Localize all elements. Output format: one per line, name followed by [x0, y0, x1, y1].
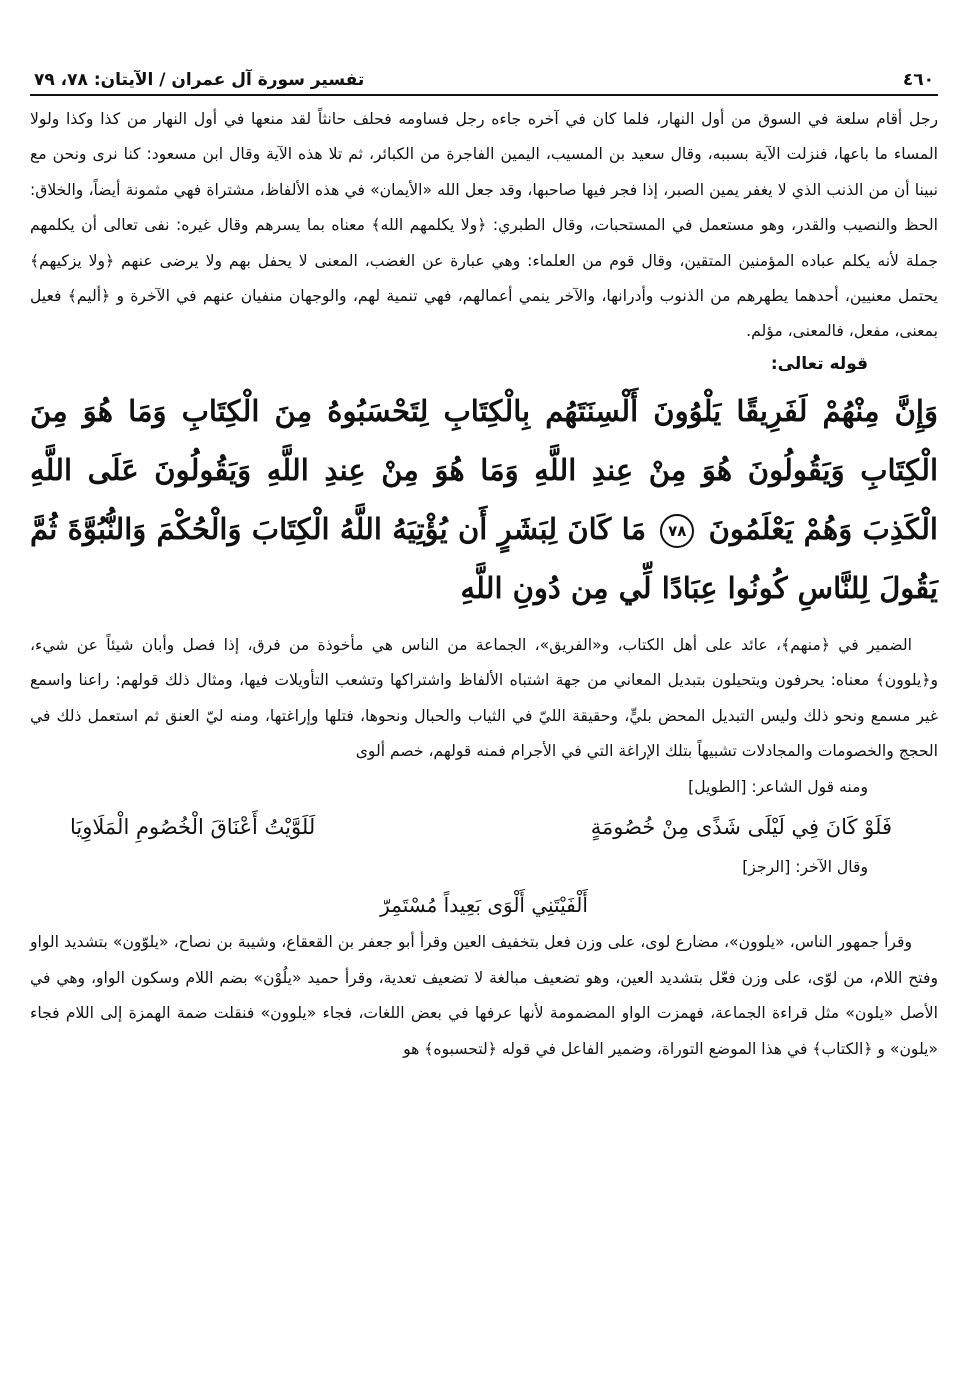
quran-text-78: وَإِنَّ مِنْهُمْ لَفَرِيقًا يَلْوُونَ أَلْسِنَتَهُم بِالْكِتَابِ لِتَحْسَبُوهُ مِنَ الْكِتَابِ وَمَا هُوَ مِنَ الْكِتَابِ وَيَقُولُونَ هُوَ مِنْ عِندِ اللَّهِ وَمَا هُوَ مِنْ عِندِ اللَّهِ وَيَقُولُونَ عَلَى اللَّهِ الْكَذِبَ وَهُمْ يَعْلَمُونَ: [30, 393, 938, 546]
paragraph-3: وقرأ جمهور الناس، «يلوون»، مضارع لوى، على وزن فعل بتخفيف العين وقرأ أبو جعفر بن القعقاع، وشيبة بن نصاح، «يلوّون» بتشديد الواو وفتح اللام، من لوّى، على وزن فعّل بتشديد العين، وهو تضعيف مبالغة لا تضعيف تعدية، وقرأ حميد «يلُوْن» بضم اللام وسكون الواو، وهي في الأصل «يلون» مثل قراءة الجماعة، فهمزت الواو المضمومة لأنها عرفها في بعض اللغات، فجاء «يلوون» فنقلت ضمة الهمزة إلى اللام فجاء «يلون» و ﴿الكتاب﴾ في هذا الموضع التوراة، وضمير الفاعل في قوله ﴿لتحسبوه﴾ هو: [30, 933, 938, 1058]
poem-verse-2: أَلْفَيْتَنِي أَلْوَى بَعِيداً مُسْتَمِرّ: [380, 893, 588, 918]
running-head: [30, 70, 938, 94]
page-number: ٤٦٠: [902, 70, 934, 90]
book-page: [30, 70, 938, 1389]
poetry-intro-1: ومنه قول الشاعر: [الطويل]: [688, 778, 868, 797]
verse-second-hemistich: لَلَوَّيْتُ أَعْنَاقَ الْخُصُومِ الْمَلَاوِيَا: [70, 815, 316, 840]
quran-verse: [30, 382, 938, 618]
poetry-intro-2: وقال الآخر: [الرجز]: [742, 858, 868, 877]
quran-text-79: مَا كَانَ لِبَشَرٍ أَن يُؤْتِيَهُ اللَّهُ الْكِتَابَ وَالْحُكْمَ وَالنُّبُوَّةَ ثُمَّ يَقُولَ لِلنَّاسِ كُونُوا عِبَادًا لِّي مِن دُونِ اللَّهِ: [30, 511, 938, 605]
paragraph-2: الضمير في ﴿منهم﴾، عائد على أهل الكتاب، و«الفريق»، الجماعة من الناس هي مأخوذة من فرق، إذا فصل وأبان شيئاً عن شيء، و﴿يلوون﴾ معناه: يحرفون ويتحيلون بتبديل المعاني من جهة اشتباه الألفاظ واشتراكها وتشعب التأويلات فيها، ومثال ذلك قولهم: راعنا واسمع غير مسمع ونحو ذلك وليس التبديل المحض بليٍّ، وحقيقة الليّ في الثياب والحبال ونحوها، فتلها وإراغتها، ومنه ليّ العنق ثم استعمل ذلك في الحجج والخصومات والمجادلات تشبيهاً بتلك الإراغة التي في الأجرام فمنه قولهم، خصم ألوى: [30, 635, 938, 761]
paragraph-1: رجل أقام سلعة في السوق من أول النهار، فلما كان في آخره جاءه رجل فساومه فحلف حانثاً لقد منعها في أول النهار من كذا وكذا ولولا المساء ما باعها، فنزلت الآية بسببه، وقال سعيد بن المسيب، اليمين الفاجرة من الكبائر، ثم تلا هذه الآية وقال ابن مسعود: كنا نرى ونحن مع نبينا أن من الذنب الذي لا يغفر يمين الصبر، إذا فجر فيها صاحبها، وقد جعل الله «الأيمان» في هذه الألفاظ، مشتراة فهي مثمونة أيضاً، والخلاق: الحظ والنصيب والقدر، وهو مستعمل في المستحبات، وقال الطبري: ﴿ولا يكلمهم الله﴾ معناه بما يسرهم وقال غيره: نفى تعالى أن يكلمهم جملة لأنه يكلم عباده المؤمنين المتقين، وقال قوم من العلماء: وهي عبارة عن الغضب، المعنى لا يحفل بهم ولا يرضى عنهم ﴿ولا يزكيهم﴾ يحتمل معنيين، أحدهما يطهرهم من الذنوب وأدرانها، والآخر ينمي أعمالهم، فهي تنمية لهم، والوجهان منفيان عنهم في الآخرة و ﴿أليم﴾ فعيل بمعنى، مفعل، فالمعنى، مؤلم.: [30, 110, 938, 341]
poem-verse-1: [30, 805, 938, 849]
running-title: تفسير سورة آل عمران / الآيتان: ٧٨، ٧٩: [34, 70, 365, 90]
header-rule: [30, 94, 938, 96]
verse-first-hemistich: فَلَوْ كَانَ فِي لَيْلَى شَذًى مِنْ خُصُومَةٍ: [590, 815, 892, 840]
section-label: قوله تعالى:: [770, 353, 868, 374]
ayah-number-badge: ٧٨: [660, 514, 694, 548]
